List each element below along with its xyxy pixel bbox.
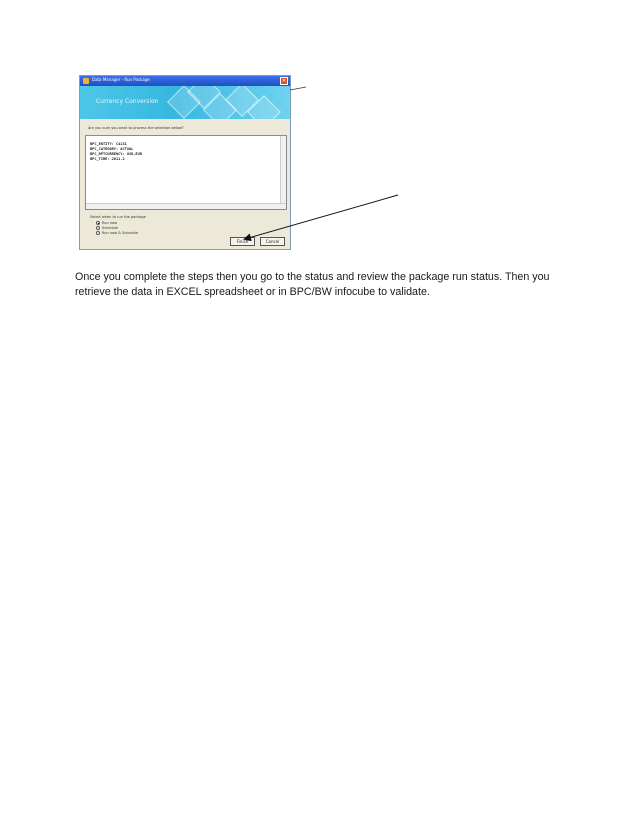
param-line: BPC_RPTCURRENCY: USD,EUR bbox=[90, 152, 142, 156]
cancel-button: Cancel bbox=[260, 237, 285, 246]
radio-label: Run now & Schedule bbox=[102, 231, 139, 235]
radio-run-now-and-schedule bbox=[96, 231, 100, 235]
param-line: BPC_ENTITY: C4131 bbox=[90, 142, 127, 146]
body-paragraph bbox=[75, 270, 575, 299]
radio-label: Schedule bbox=[102, 226, 119, 230]
radio-schedule bbox=[96, 226, 100, 230]
param-line: BPC_TIME: 2011.2 bbox=[90, 157, 125, 161]
banner-title: Currency Conversion bbox=[96, 98, 159, 105]
confirm-prompt: Are you sure you want to process the selection below? bbox=[88, 126, 184, 130]
run-options-label: Select when to run the package bbox=[90, 215, 146, 219]
selection-textbox bbox=[85, 135, 287, 210]
run-package-dialog-screenshot bbox=[79, 75, 291, 250]
finish-button: Finish bbox=[230, 237, 255, 246]
dialog-title: Data Manager - Run Package bbox=[92, 77, 150, 82]
pointer-line bbox=[290, 87, 306, 90]
body-paragraph-text: Once you complete the steps then you go to the status and review the package run status. Then you retrieve the data in EXCEL spreadsheet or in BPC/BW infocube to validate. bbox=[75, 271, 550, 298]
close-icon: ✕ bbox=[281, 78, 287, 84]
radio-label: Run now bbox=[102, 221, 118, 225]
radio-run-now bbox=[96, 221, 100, 225]
dialog-banner bbox=[80, 86, 290, 119]
horizontal-scrollbar bbox=[86, 203, 286, 209]
param-line: BPC_CATEGORY: ACTUAL bbox=[90, 147, 134, 151]
vertical-scrollbar bbox=[280, 136, 286, 204]
dialog-titlebar bbox=[80, 76, 290, 86]
app-icon bbox=[83, 78, 89, 84]
